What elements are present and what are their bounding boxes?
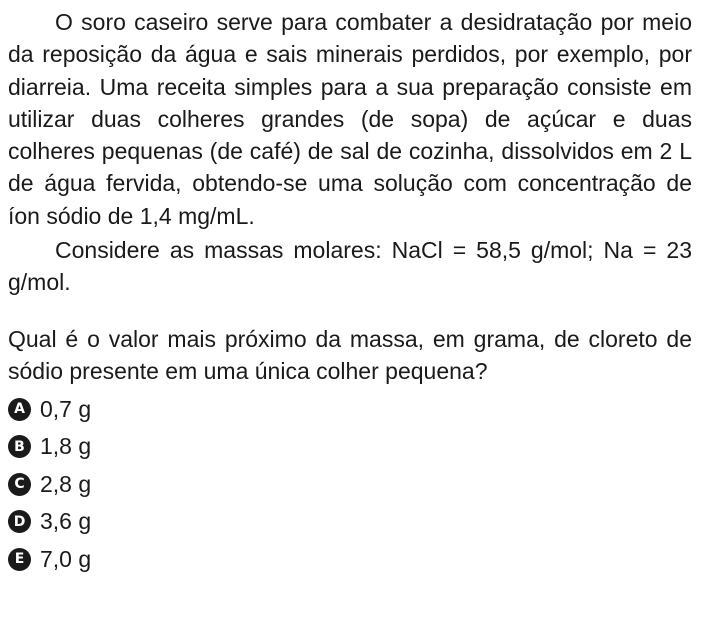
option-b[interactable] [8, 428, 692, 466]
option-d[interactable] [8, 503, 692, 541]
answer-options [8, 390, 692, 578]
option-c-text: 2,8 g [40, 470, 92, 497]
option-a-text: 0,7 g [40, 395, 92, 422]
question-document [8, 6, 692, 578]
option-c-letter-badge: C [8, 473, 31, 496]
option-a-letter-badge: A [8, 398, 31, 421]
option-b-text: 1,8 g [40, 433, 92, 460]
option-d-letter-badge: D [8, 510, 31, 533]
option-a[interactable] [8, 390, 692, 428]
option-b-letter-badge: B [8, 435, 31, 458]
option-c[interactable] [8, 465, 692, 503]
option-e[interactable] [8, 540, 692, 578]
question-text: Qual é o valor mais próximo da massa, em grama, de cloreto de sódio presente em uma única colher pequena? [8, 325, 692, 384]
option-e-text: 7,0 g [40, 545, 92, 572]
statement-paragraph-2: Considere as massas molares: NaCl = 58,5 g/mol; Na = 23 g/mol. [8, 237, 692, 296]
option-d-text: 3,6 g [40, 508, 92, 535]
option-e-letter-badge: E [8, 548, 31, 571]
statement-paragraph-1: O soro caseiro serve para combater a desidratação por meio da reposição da água e sais minerais perdidos, por exemplo, por diarreia. Uma receita simples para a sua preparação consiste em utilizar duas colheres grandes (de sopa) de açúcar e duas colheres pequenas (de café) de sal de cozinha, dissolvidos em 2 L de água fervida, obtendo-se uma solução com concentração de íon sódio de 1,4 mg/mL. [8, 9, 692, 229]
